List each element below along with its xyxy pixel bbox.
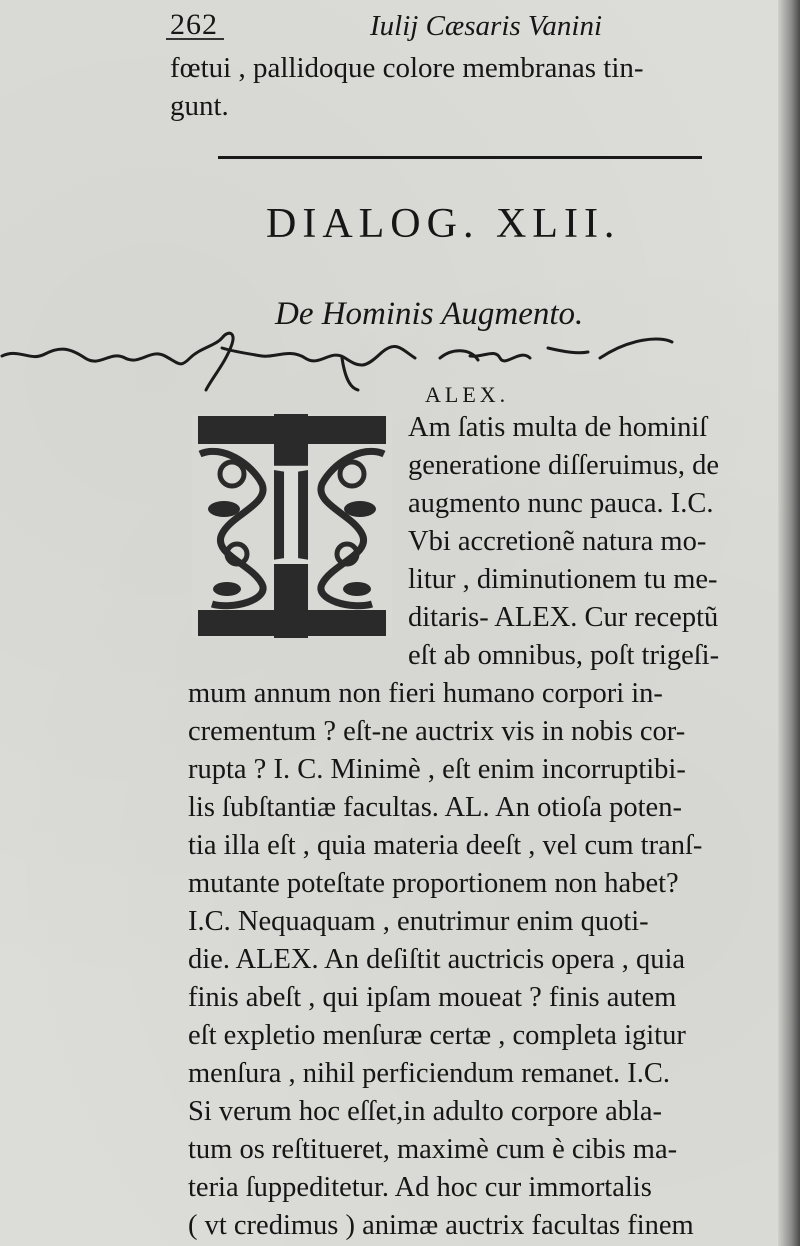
speaker-label: ALEX. — [425, 382, 510, 407]
handwritten-annotation — [0, 318, 680, 398]
text-line: finis abeſt , qui ipſam moueat ? finis autem — [188, 982, 677, 1013]
page-edge-shadow — [778, 0, 800, 1246]
text-line: mutante poteſtate proportionem non habet? — [188, 868, 679, 899]
text-line: tum os reſtitueret, maximè cum è cibis ma- — [188, 1134, 678, 1165]
text-line: I.C. Nequaquam , enutrimur enim quoti- — [188, 906, 649, 937]
text-line: litur , diminutionem tu me- — [408, 564, 718, 595]
text-line: eſt expletio menſuræ certæ , completa igitur — [188, 1020, 686, 1051]
text-line: rupta ? I. C. Minimè , eſt enim incorruptibi- — [188, 754, 686, 785]
text-line: menſura , nihil perficiendum remanet. I.C. — [188, 1058, 670, 1089]
text-line: eſt ab omnibus, poſt trigeſi- — [408, 640, 720, 671]
text-line: Si verum hoc eſſet,in adulto corpore abla- — [188, 1096, 663, 1127]
running-head — [170, 8, 670, 48]
text-line: crementum ? eſt-ne auctrix vis in nobis cor- — [188, 716, 686, 747]
text-line: tia illa eſt , quia materia deeſt , vel cum tranſ- — [188, 830, 703, 861]
text-line: gunt. — [170, 90, 229, 122]
text-line: augmento nunc pauca. I.C. — [408, 488, 714, 519]
chapter-heading: DIALOG. XLII. — [266, 201, 621, 247]
svg-text:I: I — [266, 431, 316, 597]
section-rule — [218, 156, 702, 159]
text-line: Am ſatis multa de hominiſ — [408, 412, 708, 443]
chapter-title: De Hominis Augmento. — [275, 296, 584, 332]
running-title: Iulij Cæsaris Vanini — [370, 10, 603, 42]
text-line: fœtui , pallidoque colore membranas tin- — [170, 52, 644, 84]
text-line: teria ſuppeditetur. Ad hoc cur immortalis — [188, 1172, 652, 1203]
text-line: Vbi accretionẽ natura mo- — [408, 526, 707, 557]
page-number: 262 — [170, 8, 218, 41]
decorated-initial-i — [192, 414, 392, 638]
text-line: ( vt credimus ) animæ auctrix facultas finem — [188, 1210, 694, 1241]
text-line: ditaris- ALEX. Cur receptũ — [408, 602, 719, 633]
text-line: die. ALEX. An deſiſtit auctricis opera , quia — [188, 944, 686, 975]
text-line: lis ſubſtantiæ facultas. AL. An otioſa poten- — [188, 792, 682, 823]
text-line: mum annum non fieri humano corpori in- — [188, 678, 663, 709]
text-line: generatione diſſeruimus, de — [408, 450, 720, 481]
